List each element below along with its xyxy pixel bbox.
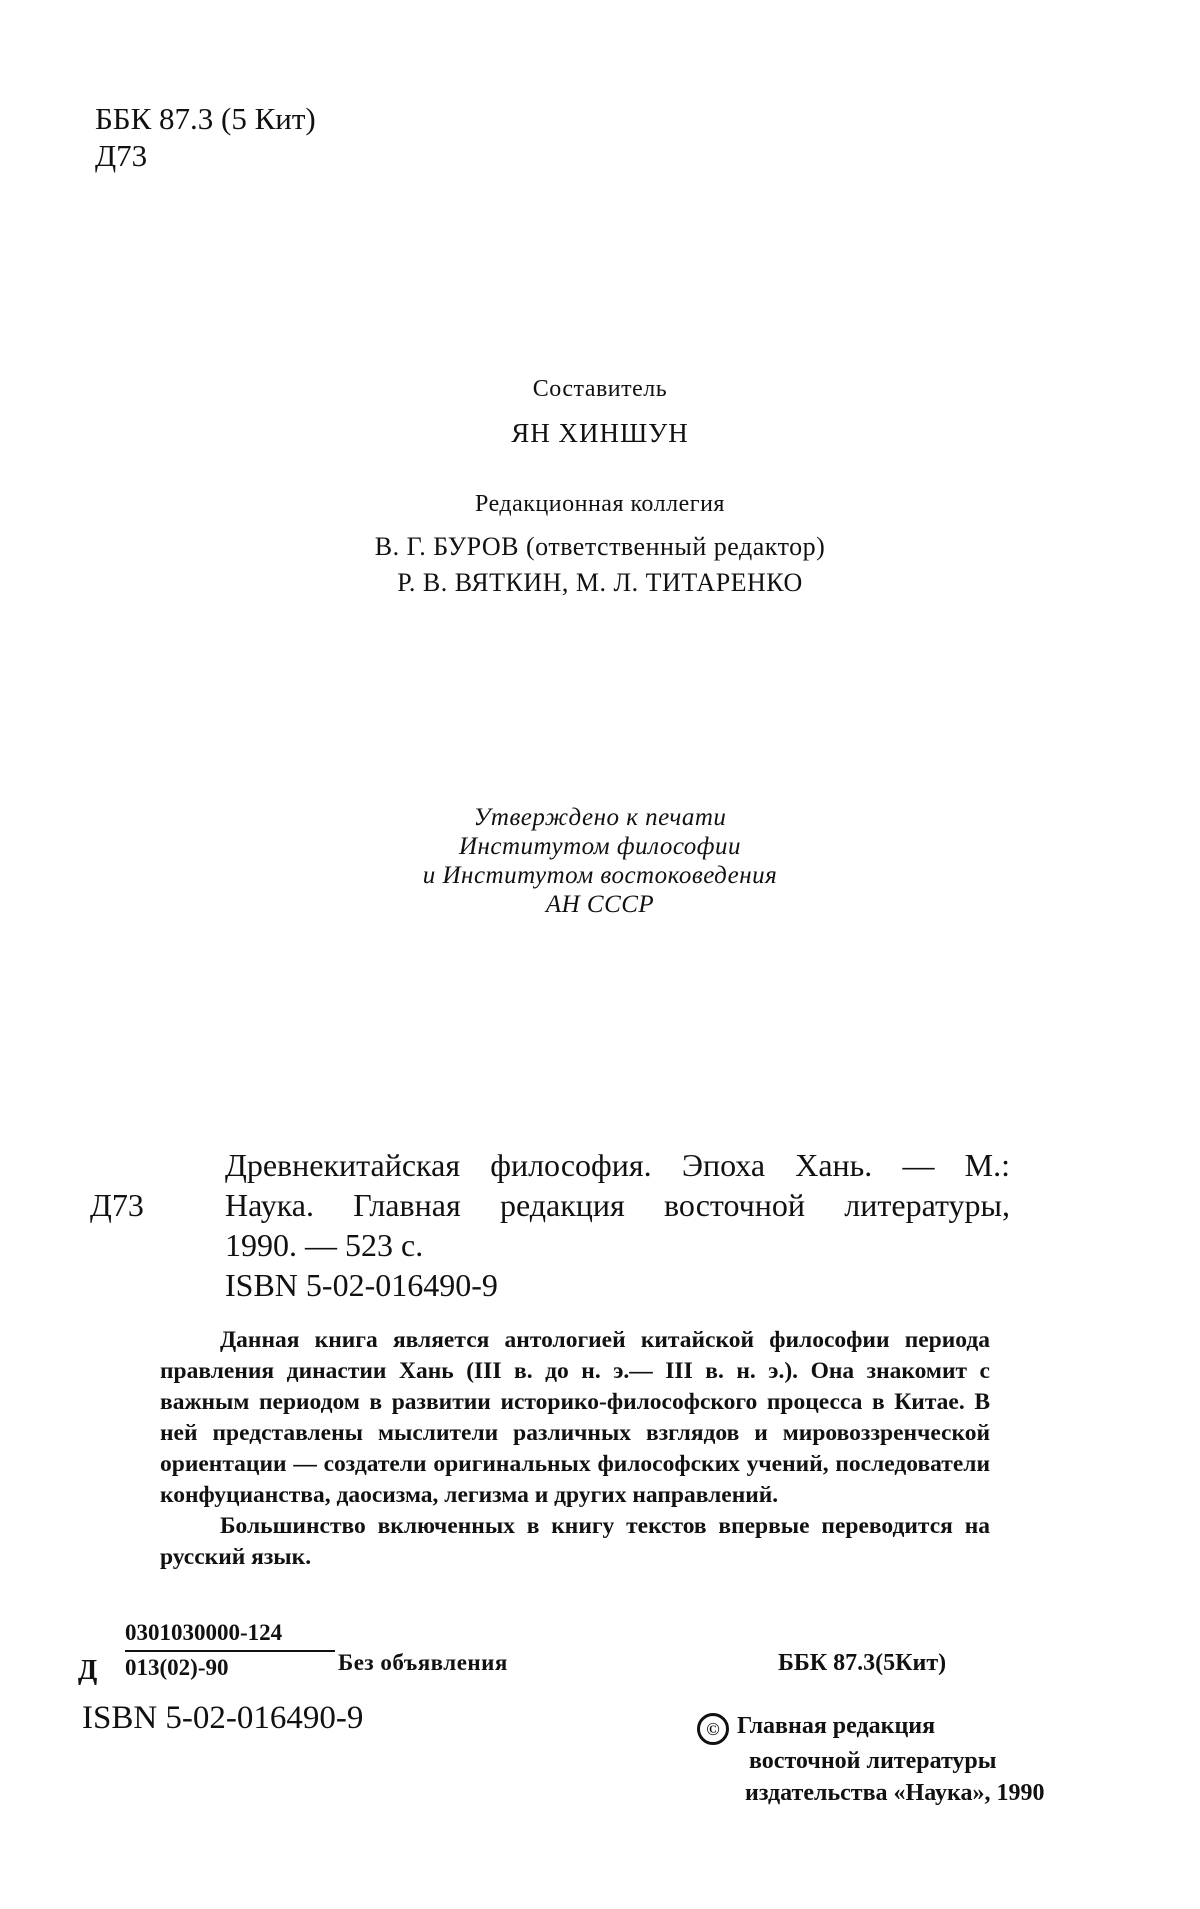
biblio-line-3: 1990. — 523 с.	[225, 1227, 424, 1263]
imprint-letter: Д	[78, 1655, 98, 1686]
imprint-bbk: ББК 87.3(5Кит)	[778, 1650, 947, 1676]
biblio-line-2: Наука. Главная редакция восточной литературы,	[225, 1187, 1010, 1223]
copyright-block	[697, 1710, 1044, 1809]
approval-line-3: и Институтом востоковедения	[422, 862, 778, 889]
copyright-line-1: Главная редакция	[737, 1713, 936, 1739]
biblio-index: Д73	[90, 1187, 144, 1223]
editorial-board-label: Редакционная коллегия	[475, 491, 725, 517]
approval-line-4: АН СССР	[545, 891, 655, 918]
copyright-icon: ©	[697, 1713, 729, 1745]
imprint-note: Без объявления	[338, 1650, 508, 1675]
imprint-isbn: ISBN 5-02-016490-9	[82, 1700, 364, 1736]
abstract	[160, 1325, 990, 1573]
approval-line-1: Утверждено к печати	[473, 804, 727, 831]
editorial-board-line-1: В. Г. БУРОВ (ответственный редактор)	[374, 532, 826, 561]
abstract-paragraph-1: Данная книга является антологией китайской философии периода правления династии Хань (III в. до н. э.— III в. н. э.). Она знакомит с важным периодом в развитии историко-философского процесса в Китае. В ней представлены мыслители различных взглядов и мировоззренческой ориентации — создатели оригинальных философских учений, последователи конфуцианства, даосизма, легизма и других направлений.	[160, 1327, 990, 1508]
compiler-name: ЯН ХИНШУН	[511, 418, 689, 448]
approval-line-2: Институтом философии	[458, 833, 742, 860]
copyright-line-3: издательства «Наука», 1990	[745, 1780, 1045, 1806]
author-mark: Д73	[95, 138, 148, 173]
editorial-board-line-2: Р. В. ВЯТКИН, М. Л. ТИТАРЕНКО	[397, 568, 803, 597]
copyright-line-2: восточной литературы	[749, 1748, 997, 1774]
bibliographic-record	[90, 1145, 1010, 1305]
biblio-isbn: ISBN 5-02-016490-9	[225, 1267, 498, 1303]
classification-block	[95, 100, 316, 174]
imprint-denominator: 013(02)-90	[125, 1655, 229, 1680]
abstract-paragraph-2: Большинство включенных в книгу текстов впервые переводится на русский язык.	[160, 1513, 990, 1570]
biblio-line-1: Древнекитайская философия. Эпоха Хань. — М.:	[225, 1147, 1010, 1183]
compiler-label: Составитель	[532, 376, 668, 402]
approval-statement	[0, 803, 1200, 919]
bbk-code: ББК 87.3 (5 Кит)	[95, 101, 316, 136]
imprint-fraction	[125, 1620, 335, 1681]
imprint-numerator: 0301030000-124	[125, 1620, 335, 1652]
